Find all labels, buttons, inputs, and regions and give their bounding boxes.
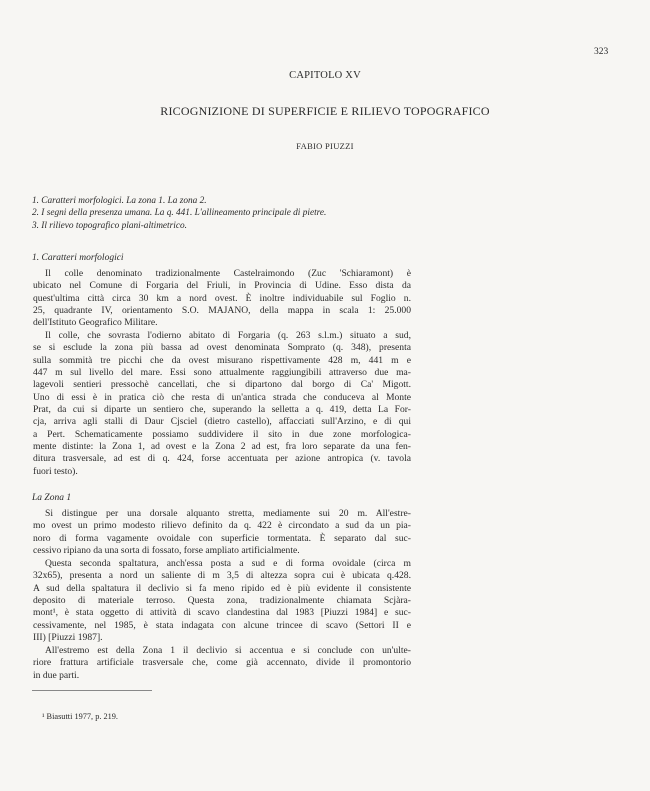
text-line: A sud della spaltatura il declivio si fa meno ripido ed è più evidente il consistente	[33, 582, 411, 594]
section-heading-zona1: La Zona 1	[32, 493, 72, 503]
author-name: FABIO PIUZZI	[296, 141, 354, 151]
text-line: Prat, da cui si diparte un sentiero che, superando la selletta a q. 419, detta La For-	[33, 404, 411, 416]
footnote-divider	[32, 690, 152, 691]
text-line: deposito di materiale terroso. Questa zona, tradizionalmente chiamata Scjàra-	[33, 595, 411, 607]
text-line: lagevoli sentieri pressochè cancellati, che si dipartono dal borgo di Ca' Migott.	[33, 379, 411, 391]
text-line: 447 m sul livello del mare. Essi sono attualmente raggiungibili attraverso due ma-	[33, 367, 411, 379]
toc-item: 1. Caratteri morfologici. La zona 1. La zona 2.	[32, 196, 207, 206]
text-line: Uno di essi è in pratica ciò che resta di un'antica strada che conduceva al Monte	[33, 391, 411, 403]
text-line: noro di forma vagamente ovoidale con superficie tormentata. È separato dal suc-	[33, 532, 411, 544]
section-heading-caratteri: 1. Caratteri morfologici	[32, 253, 124, 263]
paragraph-colle	[33, 330, 411, 478]
text-line: se si esclude la zona più bassa ad ovest denominata Somprato (q. 348), presenta	[33, 342, 411, 354]
text-line: in due parti.	[33, 669, 80, 681]
text-line: Il colle, che sovrasta l'odierno abitato di Forgaria (q. 263 s.l.m.) situato a sud,	[45, 330, 411, 341]
text-line: cja, arriva agli stalli di Daur Cjsciel (dietro castello), affacciati sull'Arzino, e di qui	[33, 416, 411, 428]
text-line: ditura trasversale, ad est di q. 424, forse accentuata per azione antropica (v. tavola	[33, 453, 411, 465]
table-of-contents	[32, 195, 326, 232]
text-line: mo ovest un primo modesto rilievo definito da q. 422 è circondato a sud da un pia-	[33, 520, 411, 532]
text-line: Si distingue per una dorsale alquanto stretta, mediamente sui 20 m. All'estre-	[45, 508, 411, 519]
text-line: All'estremo est della Zona 1 il declivio si accentua e si conclude con un'ulte-	[45, 645, 411, 656]
page-number: 323	[594, 47, 609, 57]
text-line: 32x65), presenta a nord un saliente di m 3,5 di altezza sopra cui è ubicata q.428.	[33, 570, 411, 582]
text-line: 25, quadrante IV, orientamento S.O. MAJANO, della mappa in scala 1: 25.000	[33, 305, 411, 317]
text-line: dell'Istituto Geografico Militare.	[33, 317, 158, 329]
text-line: Questa seconda spaltatura, anch'essa posta a sud e di forma ovoidale (circa m	[45, 558, 411, 569]
paragraph-intro	[33, 268, 411, 330]
text-line: ubicato nel Comune di Forgaria del Friuli, in Provincia di Udine. Esso dista da	[33, 280, 411, 292]
paragraph-zona1-dorsale	[33, 508, 411, 557]
text-line: quest'ultima città circa 30 km a nord ovest. È inoltre individuabile sul Foglio n.	[33, 292, 411, 304]
text-line: mont¹, è stata oggetto di attività di scavo clandestina dal 1983 [Piuzzi 1984] e suc-	[33, 607, 411, 619]
text-line: sulla sommità tre picchi che da ovest misurano rispettivamente 428 m, 441 m e	[33, 354, 411, 366]
text-line: Il colle denominato tradizionalmente Castelraimondo (Zuc 'Schiaramont) è	[45, 268, 411, 279]
text-line: mente distinte: la Zona 1, ad ovest e la Zona 2 ad est, fra loro separate da una fen-	[33, 441, 411, 453]
text-line: cessivo ripiano da una sorta di fossato, forse ampliato artificialmente.	[33, 545, 300, 557]
chapter-title: RICOGNIZIONE DI SUPERFICIE E RILIEVO TOPOGRAFICO	[160, 104, 490, 118]
chapter-label: CAPITOLO XV	[289, 70, 361, 81]
text-line: a Pert. Schematicamente possiamo suddividere il sito in due zone morfologica-	[33, 428, 411, 440]
footnote: ¹ Biasutti 1977, p. 219.	[42, 712, 119, 721]
text-line: riore frattura artificiale trasversale che, come già accennato, divide il promontorio	[33, 657, 411, 669]
paragraph-zona1-spaltatura	[33, 558, 411, 644]
text-line: fuori testo).	[33, 465, 78, 477]
toc-item: 3. Il rilievo topografico plani-altimetrico.	[32, 220, 187, 231]
text-line: III) [Piuzzi 1987].	[33, 632, 103, 644]
paragraph-zona1-estremo	[33, 645, 411, 682]
toc-item: 2. I segni della presenza umana. La q. 441. L'allineamento principale di pietre.	[32, 208, 327, 219]
text-line: cessivamente, nel 1985, è stata indagata con alcune trincee di scavo (Settori II e	[33, 619, 411, 631]
